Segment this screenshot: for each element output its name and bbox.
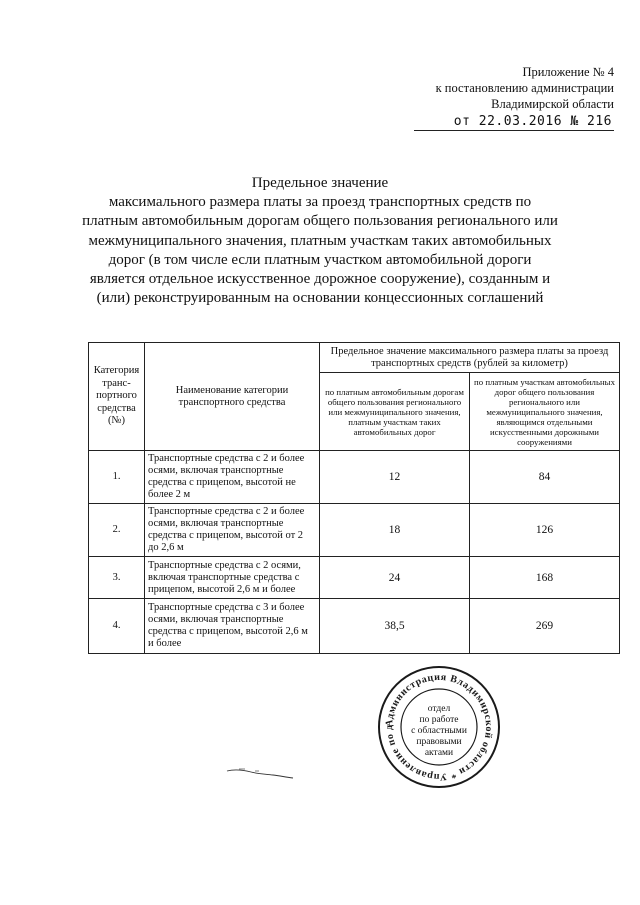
attachment-number: Приложение № 4 bbox=[522, 65, 614, 79]
tariff-table bbox=[88, 342, 620, 654]
row-value-roads: 24 bbox=[320, 557, 470, 599]
attachment-date-number: от 22.03.2016 № 216 bbox=[414, 114, 614, 131]
row-value-structures: 168 bbox=[470, 557, 620, 599]
row-value-roads: 18 bbox=[320, 504, 470, 557]
stamp-line: правовыми bbox=[416, 737, 462, 747]
row-value-roads: 12 bbox=[320, 451, 470, 504]
table-row bbox=[89, 451, 620, 504]
row-value-structures: 126 bbox=[470, 504, 620, 557]
title-subtitle: максимального размера платы за проезд транспортных средств по платным автомобильным дорогам общего пользования регионального или межмуниципального значения, платным участкам таких автомобильных дорог (в том числе если платным участком автомобильной дороги является отдельное искусственное дорожное сооружение), созданным и (или) реконструированным на основании концессионных соглашений bbox=[82, 194, 558, 307]
row-number: 1. bbox=[89, 451, 145, 504]
attachment-header bbox=[414, 64, 614, 131]
row-number: 4. bbox=[89, 599, 145, 654]
row-category-name: Транспортные средства с 2 осями, включая транспортные средства с прицепом, высотой 2,6 м и более bbox=[145, 557, 320, 599]
header-col-structures: по платным участкам автомобильных дорог общего пользования регионального или межмуниципального значения, являющимся отдельными искусственными дорожными сооружениями bbox=[470, 373, 620, 451]
table-row bbox=[89, 599, 620, 654]
document-title bbox=[80, 174, 560, 308]
table-header-row bbox=[89, 343, 620, 373]
attachment-decree: к постановлению администрации bbox=[435, 81, 614, 95]
official-stamp bbox=[376, 664, 502, 790]
row-value-structures: 84 bbox=[470, 451, 620, 504]
header-category: Категория транс-портного средства (№) bbox=[89, 343, 145, 451]
row-number: 3. bbox=[89, 557, 145, 599]
row-category-name: Транспортные средства с 3 и более осями, включая транспортные средства с прицепом, высотой 2,6 м и более bbox=[145, 599, 320, 654]
row-value-structures: 269 bbox=[470, 599, 620, 654]
stamp-center-text bbox=[376, 704, 502, 759]
attachment-region: Владимирской области bbox=[491, 97, 614, 111]
row-number: 2. bbox=[89, 504, 145, 557]
table-row bbox=[89, 557, 620, 599]
stamp-line: по работе bbox=[419, 715, 459, 725]
table-row bbox=[89, 504, 620, 557]
header-name: Наименование категории транспортного средства bbox=[145, 343, 320, 451]
stamp-ring-text: Администрация Владимирской области * Управление по д bbox=[383, 671, 495, 783]
stamp-line: актами bbox=[424, 748, 454, 758]
row-value-roads: 38,5 bbox=[320, 599, 470, 654]
stamp-line: отдел bbox=[427, 704, 451, 714]
header-col-roads: по платным автомобильным дорогам общего пользования регионального или межмуниципального значения, платным участкам таких автомобильных дорог bbox=[320, 373, 470, 451]
header-limit: Предельное значение максимального размера платы за проезд транспортных средств (рублей за километр) bbox=[320, 343, 620, 373]
signature-scribble bbox=[225, 765, 295, 779]
title-main: Предельное значение bbox=[251, 175, 389, 191]
stamp-line: с областными bbox=[411, 726, 467, 736]
row-category-name: Транспортные средства с 2 и более осями, включая транспортные средства с прицепом, высотой не более 2 м bbox=[145, 451, 320, 504]
row-category-name: Транспортные средства с 2 и более осями, включая транспортные средства с прицепом, высотой от 2 до 2,6 м bbox=[145, 504, 320, 557]
